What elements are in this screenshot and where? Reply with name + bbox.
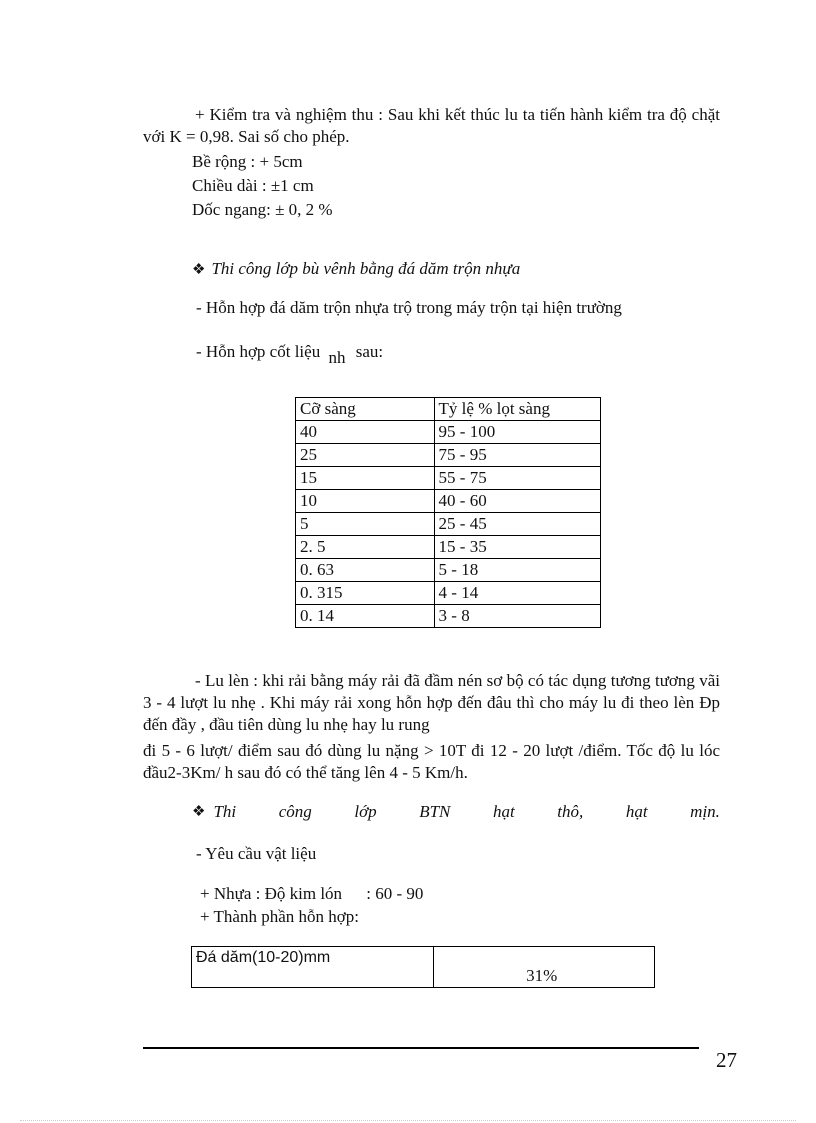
table-row <box>296 582 601 605</box>
diamond-bullet-icon: ❖ <box>192 804 206 820</box>
heading-word: mịn. <box>690 802 720 821</box>
mix-label-cell: Đá dăm(10-20)mm <box>192 947 434 988</box>
mix-line: - Hỗn hợp đá dăm trộn nhựa trộ trong máy trộn tại hiện trường <box>196 298 622 317</box>
header-sieve-size: Cỡ sàng <box>296 398 435 421</box>
bitumen-value: : 60 - 90 <box>366 884 424 903</box>
passing-cell: 95 - 100 <box>434 421 600 444</box>
mix-value: 31% <box>526 966 558 985</box>
page-edge-divider <box>20 1120 796 1121</box>
heading-word: BTN <box>419 802 451 821</box>
composition-line: + Thành phần hỗn hợp: <box>200 907 359 926</box>
passing-cell: 5 - 18 <box>434 559 600 582</box>
table-row <box>192 947 655 988</box>
sieve-cell: 0. 315 <box>296 582 435 605</box>
sieve-cell: 10 <box>296 490 435 513</box>
sieve-cell: 25 <box>296 444 435 467</box>
aggregate-suffix: sau: <box>355 342 384 361</box>
passing-cell: 40 - 60 <box>434 490 600 513</box>
table-row <box>296 421 601 444</box>
footer-rule <box>143 1047 699 1049</box>
sieve-cell: 40 <box>296 421 435 444</box>
tolerance-width: Bề rộng : + 5cm <box>192 152 303 171</box>
tolerance-slope: Dốc ngang: ± 0, 2 % <box>192 200 333 219</box>
aggregate-line <box>196 342 384 367</box>
table-row <box>296 559 601 582</box>
heading-word: công <box>278 802 312 821</box>
table-row <box>296 513 601 536</box>
table-row <box>296 605 601 628</box>
passing-cell: 15 - 35 <box>434 536 600 559</box>
section-heading-leveling <box>192 259 520 279</box>
rolling-paragraph-2: đi 5 - 6 lượt/ điểm sau đó dùng lu nặng > 10T đi 12 - 20 lượt /điểm. Tốc độ lu lóc đầu2-3Km/ h sau đó có thể tăng lên 4 - 5 Km/h. <box>143 741 720 782</box>
heading-word: hạt <box>492 802 515 821</box>
sieve-cell: 5 <box>296 513 435 536</box>
material-requirement: - Yêu cầu vật liệu <box>196 844 317 863</box>
mix-table <box>191 946 655 988</box>
heading-word: Thi <box>213 802 237 821</box>
table-row <box>296 444 601 467</box>
passing-cell: 55 - 75 <box>434 467 600 490</box>
heading-text: Thi công lớp bù vênh bằng đá dăm trộn nhựa <box>211 259 521 278</box>
sieve-cell: 2. 5 <box>296 536 435 559</box>
section-heading-btn <box>192 802 720 822</box>
rolling-paragraph: - Lu lèn : khi rải bằng máy rải đã đầm nén sơ bộ có tác dụng tương tương vãi 3 - 4 lượt lu nhẹ . Khi máy rải xong hỗn hợp đến đâu thì cho máy lu đi theo lèn Đp đến đầy , đầu tiên dùng lu nhẹ hay lu rung <box>143 671 720 734</box>
bitumen-label: + Nhựa : Độ kim lón <box>200 884 343 903</box>
sieve-table <box>295 397 601 628</box>
aggregate-subscript: nh <box>328 348 346 367</box>
heading-word: hạt <box>625 802 648 821</box>
mix-value-cell <box>433 947 655 988</box>
heading-text <box>213 802 720 822</box>
table-header-row <box>296 398 601 421</box>
bitumen-line <box>200 884 423 904</box>
tolerance-length: Chiều dài : ±1 cm <box>192 176 314 195</box>
heading-word: lớp <box>354 802 377 821</box>
header-passing: Tỷ lệ % lọt sàng <box>434 398 600 421</box>
table-row <box>296 536 601 559</box>
sieve-cell: 0. 63 <box>296 559 435 582</box>
diamond-bullet-icon: ❖ <box>192 262 206 278</box>
aggregate-prefix: - Hỗn hợp cốt liệu <box>196 342 321 361</box>
heading-word: thô, <box>557 802 584 821</box>
table-row <box>296 467 601 490</box>
passing-cell: 75 - 95 <box>434 444 600 467</box>
table-row <box>296 490 601 513</box>
passing-cell: 4 - 14 <box>434 582 600 605</box>
sieve-cell: 15 <box>296 467 435 490</box>
check-paragraph: + Kiểm tra và nghiệm thu : Sau khi kết thúc lu ta tiến hành kiểm tra độ chặt với K = 0,98. Sai số cho phép. <box>143 105 720 146</box>
sieve-cell: 0. 14 <box>296 605 435 628</box>
passing-cell: 25 - 45 <box>434 513 600 536</box>
page-number: 27 <box>716 1048 737 1072</box>
passing-cell: 3 - 8 <box>434 605 600 628</box>
